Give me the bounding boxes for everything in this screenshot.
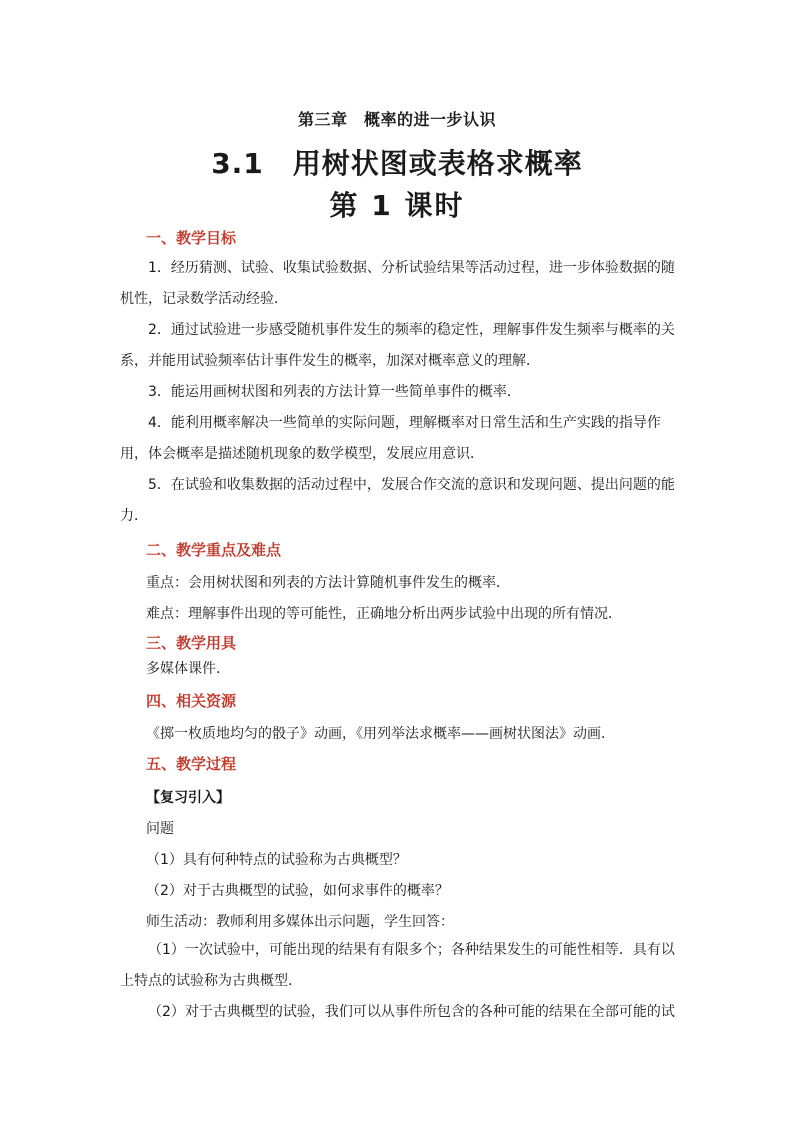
resources-text: 《掷一枚质地均匀的骰子》动画，《用列举法求概率——画树状图法》动画． — [146, 726, 615, 742]
answer-2: （2）对于古典概型的试验，我们可以从事件所包含的各种可能的结果在全部可能的试 — [148, 1004, 675, 1020]
difficult-point-text: 难点：理解事件出现的等可能性，正确地分析出两步试验中出现的所有情况． — [146, 606, 622, 622]
question-2: （2）对于古典概型的试验，如何求事件的概率？ — [146, 883, 449, 899]
tools-heading: 三、教学用具 — [146, 634, 237, 652]
goal-item-5: 5．在试验和收集数据的活动过程中，发展合作交流的意识和发现问题、提出问题的能力． — [120, 477, 675, 524]
goal-item-2: 2．通过试验进一步感受随机事件发生的频率的稳定性，理解事件发生频率与概率的关系，并能用试验频率估计事件发生的概率，加深对概率意义的理解． — [120, 322, 675, 369]
section-title: 3.1 用树状图或表格求概率 — [211, 147, 583, 180]
tools-text: 多媒体课件． — [146, 661, 230, 677]
chapter-title: 第三章 概率的进一步认识 — [297, 110, 496, 129]
process-heading: 五、教学过程 — [146, 755, 237, 773]
key-point-text: 重点：会用树状图和列表的方法计算随机事件发生的概率． — [146, 575, 510, 591]
answer-1: （1）一次试验中，可能出现的结果有有限多个；各种结果发生的可能性相等．具有以上特点的试验称为古典概型． — [120, 942, 675, 989]
review-subheading: 【复习引入】 — [146, 790, 230, 806]
activity-text: 师生活动：教师利用多媒体出示问题，学生回答： — [146, 914, 454, 930]
goal-item-3: 3．能运用画树状图和列表的方法计算一些简单事件的概率． — [148, 384, 521, 400]
goal-item-1: 1．经历猜测、试验、收集试验数据、分析试验结果等活动过程，进一步体验数据的随机性，记录数学活动经验． — [120, 260, 675, 307]
key-points-heading: 二、教学重点及难点 — [146, 541, 282, 559]
resources-heading: 四、相关资源 — [146, 692, 237, 710]
goal-item-4: 4．能利用概率解决一些简单的实际问题，理解概率对日常生活和生产实践的指导作用，体会概率是描述随机现象的数学模型，发展应用意识． — [120, 415, 661, 462]
question-1: （1）具有何种特点的试验称为古典概型？ — [146, 852, 407, 868]
goals-heading: 一、教学目标 — [146, 229, 237, 247]
question-label: 问题 — [146, 821, 174, 837]
lesson-title: 第 1 课时 — [329, 189, 465, 222]
